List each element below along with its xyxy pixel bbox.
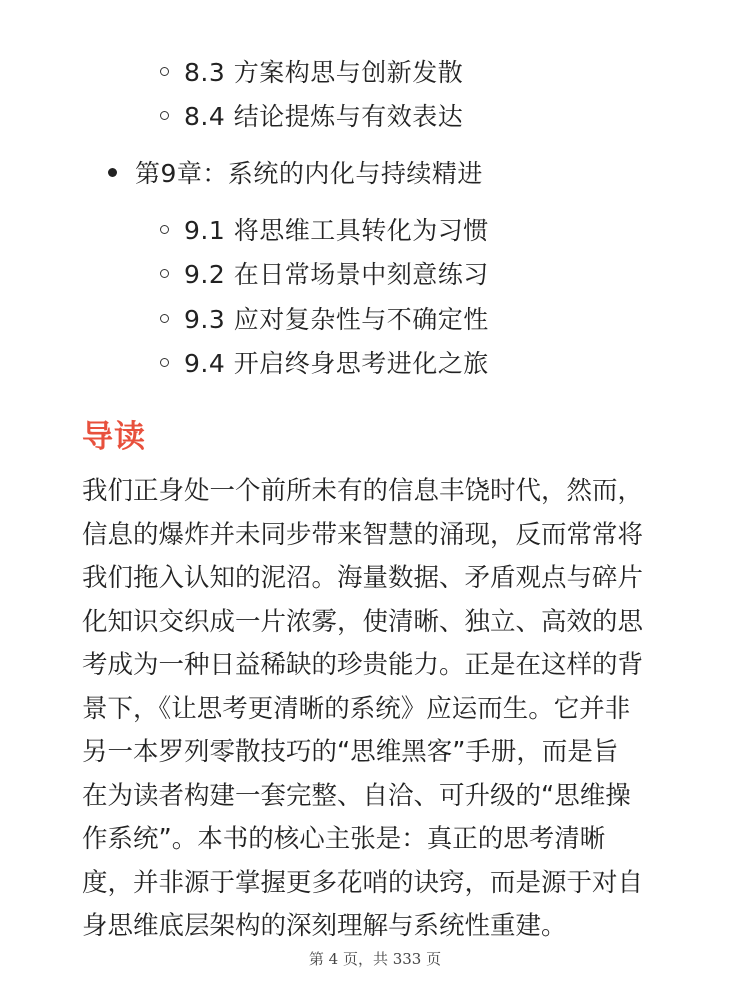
toc-item-8-3[interactable] xyxy=(160,48,680,94)
intro-heading: 导读 xyxy=(82,419,146,455)
solid-bullet-icon xyxy=(108,168,117,177)
intro-paragraph xyxy=(82,470,682,949)
intro-line: 在为读者构建一套完整、自洽、可升级的“思维操 xyxy=(82,780,631,811)
toc-item-label: 8.4 结论提炼与有效表达 xyxy=(184,102,464,131)
intro-line: 另一本罗列零散技巧的“思维黑客”手册，而是旨 xyxy=(82,737,619,767)
hollow-bullet-icon xyxy=(160,269,169,278)
intro-line: 我们拖入认知的泥沼。海量数据、矛盾观点与碎片 xyxy=(82,563,644,593)
toc-chapter-label: 第9章：系统的内化与持续精进 xyxy=(135,159,483,188)
intro-line: 我们正身处一个前所未有的信息丰饶时代，然而， xyxy=(82,476,644,506)
hollow-bullet-icon xyxy=(160,111,169,120)
toc-item-9-4[interactable] xyxy=(160,339,680,385)
hollow-bullet-icon xyxy=(160,67,169,76)
hollow-bullet-icon xyxy=(160,358,169,367)
toc-item-label: 9.1 将思维工具转化为习惯 xyxy=(184,216,489,245)
hollow-bullet-icon xyxy=(160,225,169,234)
toc-item-9-2[interactable] xyxy=(160,250,680,296)
toc-item-9-1[interactable] xyxy=(160,206,680,252)
intro-line: 度，并非源于掌握更多花哨的诀窍，而是源于对自 xyxy=(82,867,644,898)
intro-line: 作系统”。本书的核心主张是：真正的思考清晰 xyxy=(82,824,606,854)
toc-item-label: 8.3 方案构思与创新发散 xyxy=(184,58,464,87)
toc-item-label: 9.3 应对复杂性与不确定性 xyxy=(184,305,489,334)
intro-line: 考成为一种日益稀缺的珍贵能力。正是在这样的背 xyxy=(82,650,644,680)
toc-chapter-9[interactable] xyxy=(108,149,688,195)
intro-line: 身思维底层架构的深刻理解与系统性重建。 xyxy=(82,911,567,941)
toc-item-9-3[interactable] xyxy=(160,295,680,341)
intro-line: 景下，《让思考更清晰的系统》应运而生。它并非 xyxy=(82,693,631,724)
toc-item-label: 9.4 开启终身思考进化之旅 xyxy=(184,349,489,378)
toc-item-8-4[interactable] xyxy=(160,92,680,138)
page-number-footer: 第 4 页，共 333 页 xyxy=(308,950,442,968)
hollow-bullet-icon xyxy=(160,314,169,323)
intro-line: 化知识交织成一片浓雾，使清晰、独立、高效的思 xyxy=(82,606,644,637)
toc-item-label: 9.2 在日常场景中刻意练习 xyxy=(184,260,489,289)
intro-line: 信息的爆炸并未同步带来智慧的涌现，反而常常将 xyxy=(82,519,644,550)
